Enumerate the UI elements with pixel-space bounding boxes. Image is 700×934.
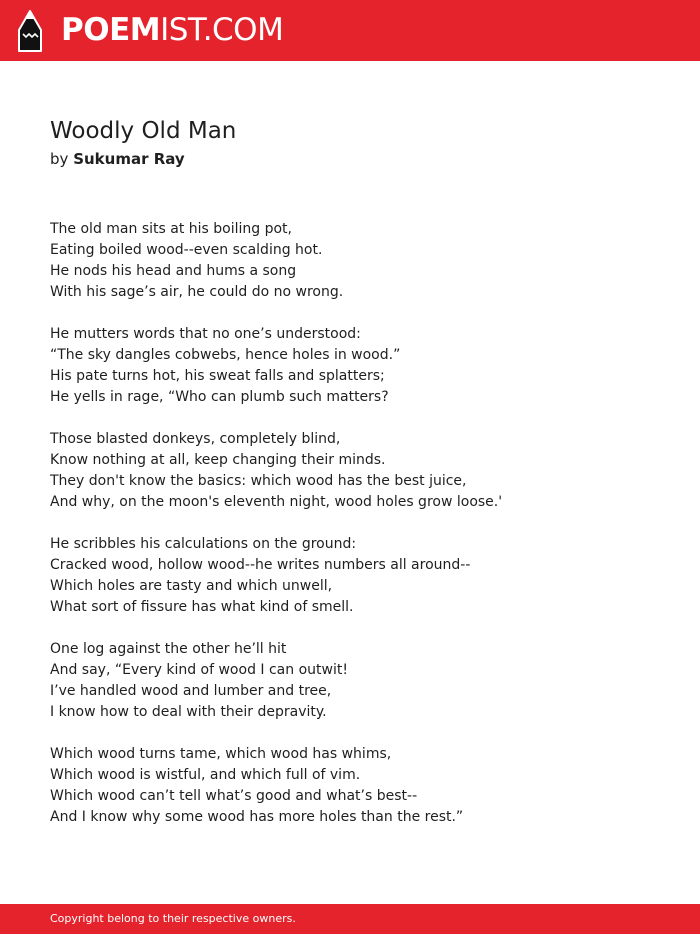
poem-line: He yells in rage, “Who can plumb such matters? bbox=[50, 389, 389, 405]
poem-line: He scribbles his calculations on the ground: bbox=[50, 536, 357, 552]
poem-line: He mutters words that no one’s understood: bbox=[50, 326, 361, 342]
poem-stanza bbox=[50, 219, 670, 303]
poem-line: I know how to deal with their depravity. bbox=[50, 704, 327, 720]
poem-line: They don't know the basics: which wood has the best juice, bbox=[50, 473, 467, 489]
poem-line: Know nothing at all, keep changing their minds. bbox=[50, 452, 386, 468]
poem-stanza bbox=[50, 534, 670, 618]
pencil-tip-icon[interactable] bbox=[18, 10, 42, 52]
poem-line: And say, “Every kind of wood I can outwit! bbox=[50, 662, 348, 678]
poem-stanza bbox=[50, 639, 670, 723]
poem-line: One log against the other he’ll hit bbox=[50, 641, 287, 657]
byline bbox=[50, 149, 185, 169]
poem-line: What sort of fissure has what kind of smell. bbox=[50, 599, 354, 615]
poem-line: Which wood is wistful, and which full of vim. bbox=[50, 767, 361, 783]
poem-title: Woodly Old Man bbox=[50, 118, 237, 144]
site-header bbox=[0, 0, 700, 61]
poem-line: Which wood can’t tell what’s good and what’s best-- bbox=[50, 788, 418, 804]
site-logo[interactable] bbox=[61, 11, 283, 49]
logo-light-text: IST.COM bbox=[160, 12, 284, 48]
poem-stanza bbox=[50, 744, 670, 828]
poem-stanza bbox=[50, 324, 670, 408]
poem-line: “The sky dangles cobwebs, hence holes in wood.” bbox=[50, 347, 401, 363]
poem-line: I’ve handled wood and lumber and tree, bbox=[50, 683, 332, 699]
poem-line: Which wood turns tame, which wood has whims, bbox=[50, 746, 392, 762]
author-name: Sukumar Ray bbox=[73, 150, 185, 168]
poem-line: With his sage’s air, he could do no wrong. bbox=[50, 284, 344, 300]
poem-line: His pate turns hot, his sweat falls and splatters; bbox=[50, 368, 385, 384]
poem-body bbox=[50, 219, 670, 849]
poem-line: Eating boiled wood--even scalding hot. bbox=[50, 242, 323, 258]
logo-bold-text: POEM bbox=[61, 12, 161, 48]
poem-line: And why, on the moon's eleventh night, wood holes grow loose.' bbox=[50, 494, 503, 510]
poem-line: Those blasted donkeys, completely blind, bbox=[50, 431, 341, 447]
poem-line: The old man sits at his boiling pot, bbox=[50, 221, 292, 237]
poem-stanza bbox=[50, 429, 670, 513]
poem-line: Cracked wood, hollow wood--he writes numbers all around-- bbox=[50, 557, 471, 573]
poem-line: He nods his head and hums a song bbox=[50, 263, 297, 279]
site-footer bbox=[0, 904, 700, 934]
poem-line: Which holes are tasty and which unwell, bbox=[50, 578, 333, 594]
poem-line: And I know why some wood has more holes than the rest.” bbox=[50, 809, 464, 825]
by-label: by bbox=[50, 150, 69, 168]
copyright-text: Copyright belong to their respective owners. bbox=[50, 912, 296, 925]
